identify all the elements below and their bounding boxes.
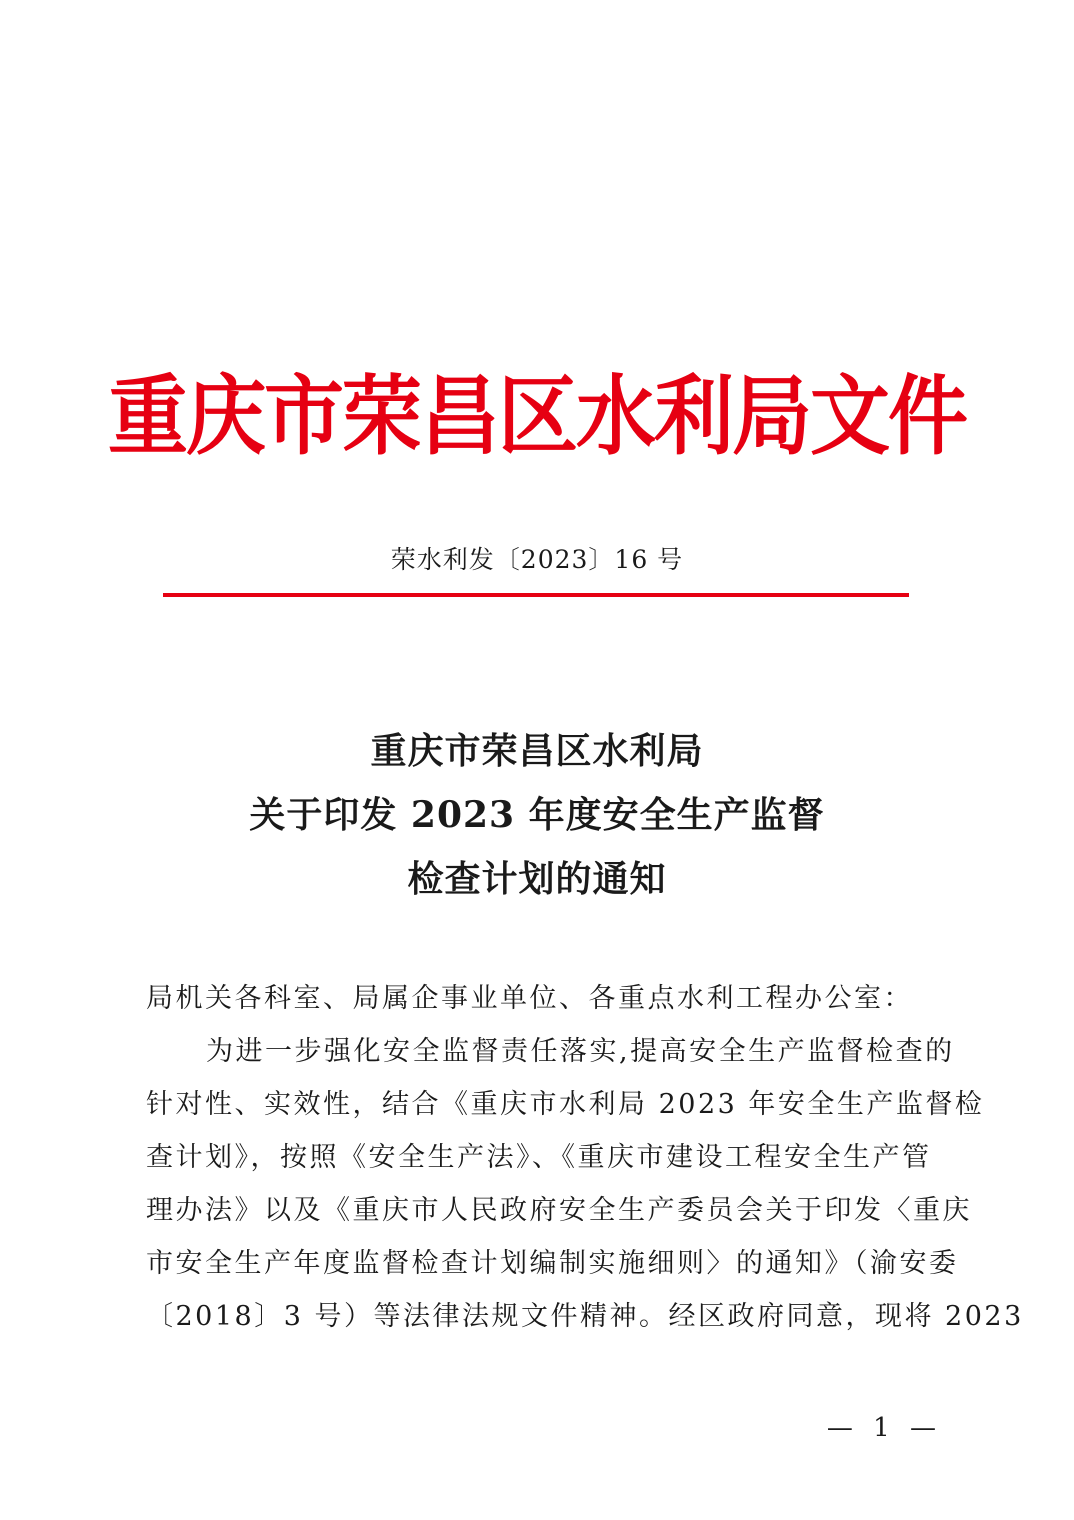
title-line-2: 关于印发 2023 年度安全生产监督 [249, 794, 825, 836]
body-line: 针对性、实效性，结合《重庆市水利局 2023 年安全生产监督检 [146, 1089, 985, 1120]
body-line: 〔2018〕3 号）等法律法规文件精神。经区政府同意，现将 2023 [146, 1301, 1024, 1332]
body-line: 为进一步强化安全监督责任落实,提高安全生产监督检查的 [206, 1036, 955, 1067]
document-title [0, 719, 1074, 911]
body-line: 市安全生产年度监督检查计划编制实施细则〉的通知》（渝安委 [146, 1248, 959, 1279]
title-line-3: 检查计划的通知 [407, 858, 667, 900]
body-line: 理办法》以及《重庆市人民政府安全生产委员会关于印发〈重庆 [146, 1195, 972, 1226]
masthead-title: 重庆市荣昌区水利局文件 [108, 366, 966, 467]
page-number: — 1 — [826, 1413, 942, 1443]
red-divider-line [163, 593, 909, 597]
salutation-line: 局机关各科室、局属企事业单位、各重点水利工程办公室： [146, 983, 913, 1014]
title-line-1: 重庆市荣昌区水利局 [370, 730, 704, 772]
body-line: 查计划》，按照《安全生产法》、《重庆市建设工程安全生产管 [146, 1142, 932, 1173]
document-body [146, 972, 1024, 1343]
document-number: 荣水利发〔2023〕16 号 [390, 545, 684, 574]
